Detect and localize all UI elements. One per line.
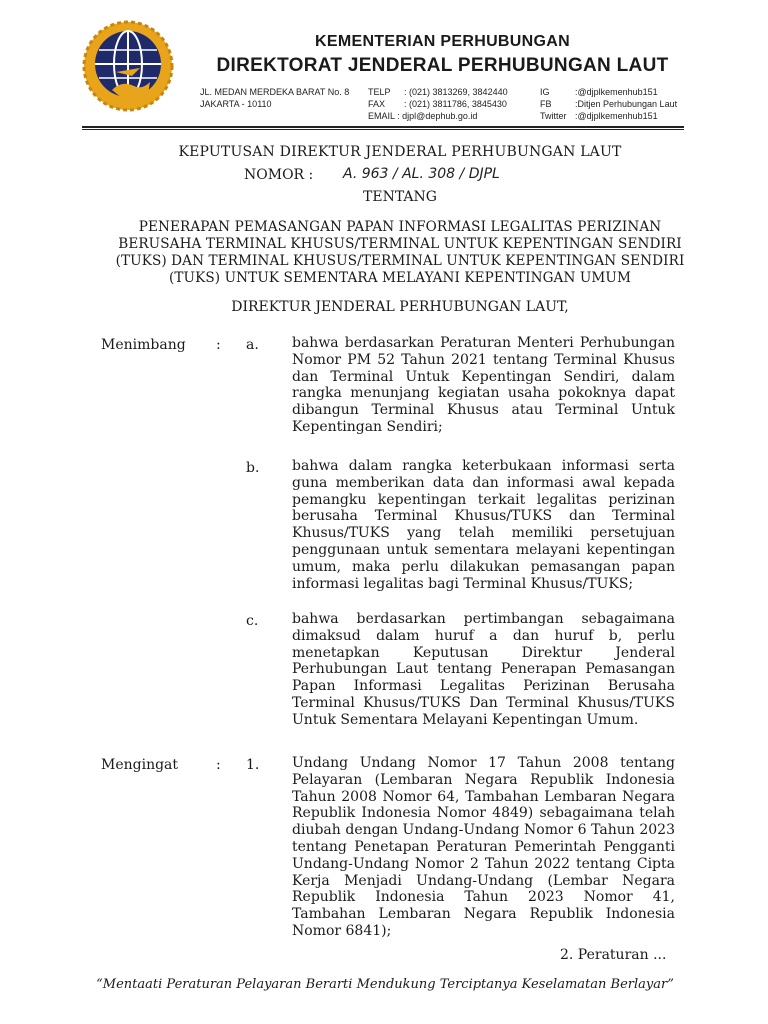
ministry-emblem-icon [82,20,174,112]
twitter-value: :@djplkemenhub151 [575,111,658,121]
social-block [540,86,677,122]
item-marker: c. [246,613,259,629]
mengingat-item-1: Undang Undang Nomor 17 Tahun 2008 tentang Pelayaran (Lembaran Negara Republik Indonesia Tahun 2008 Nomor 64, Tambahan Lembaran Negara Republik Indonesia Nomor 4849) sebagaimana telah diubah dengan Undang-Undang Nomor 6 Tahun 2023 tentang Penetapan Peraturan Pemerintah Pengganti Undang-Undang Nomor 2 Tahun 2022 tentang Cipta Kerja Menjadi Undang-Undang (Lembar Negara Republik Indonesia Tahun 2023 Nomor 41, Tambahan Lembaran Negara Republik Indonesia Nomor 6841); [292,755,675,939]
fax-value: : (021) 3811786, 3845430 [404,99,507,109]
email-text: EMAIL : djpl@dephub.go.id [368,111,478,121]
footer-motto: “Mentaati Peraturan Pelayaran Berarti Mendukung Terciptanya Keselamatan Berlayar” [96,977,674,992]
telp-value: : (021) 3813269, 3842440 [404,87,508,97]
menimbang-colon: : [216,337,221,353]
decree-subject: PENERAPAN PEMASANGAN PAPAN INFORMASI LEGALITAS PERIZINAN BERUSAHA TERMINAL KHUSUS/TERMINAL UNTUK KEPENTINGAN SENDIRI (TUKS) DAN TERMINAL KHUSUS/TERMINAL UNTUK KEPENTINGAN SENDIRI (TUKS) UNTUK SEMENTARA MELAYANI KEPENTINGAN UMUM [115,219,685,286]
phone-block [368,86,508,122]
address-city: JAKARTA - 10110 [200,99,272,109]
letterhead-divider-thin [82,129,684,130]
ig-label: IG [540,87,550,97]
decree-issuer: DIREKTUR JENDERAL PERHUBUNGAN LAUT, [231,299,569,315]
decree-title: KEPUTUSAN DIREKTUR JENDERAL PERHUBUNGAN LAUT [178,144,622,160]
address-line: JL. MEDAN MERDEKA BARAT No. 8 [200,87,350,97]
tentang-heading: TENTANG [363,189,437,205]
directorate-name: DIREKTORAT JENDERAL PERHUBUNGAN LAUT [216,55,669,76]
menimbang-item-b: bahwa dalam rangka keterbukaan informasi serta guna memberikan data dan informasi awal kepada pemangku kepentingan terkait legalitas perizinan berusaha Terminal Khusus/TUKS dan Terminal Khusus/TUKS yang telah memiliki persetujuan penggunaan untuk sementara melayani kepentingan umum, maka perlu dilakukan pemasangan papan informasi legalitas bagi Terminal Khusus/TUKS; [292,458,675,592]
fb-value: :Ditjen Perhubungan Laut [575,99,678,109]
twitter-label: Twitter [540,111,567,121]
ministry-name: KEMENTERIAN PERHUBUNGAN [315,33,570,50]
address-block [200,86,349,110]
continuation-note: 2. Peraturan ... [560,947,667,963]
decree-number-handwritten: A. 963 / AL. 308 / DJPL [343,166,500,182]
item-marker: a. [246,337,259,353]
decree-number-label: NOMOR : [244,167,314,183]
letterhead-divider [82,126,684,128]
item-marker: 1. [246,757,260,773]
fax-label: FAX [368,99,386,109]
ig-value: :@djplkemenhub151 [575,87,658,97]
telp-label: TELP [368,87,391,97]
menimbang-item-a: bahwa berdasarkan Peraturan Menteri Perhubungan Nomor PM 52 Tahun 2021 tentang Terminal Khusus dan Terminal Untuk Kepentingan Sendiri, dalam rangka menunjang kegiatan usaha pokoknya dapat dibangun Terminal Khusus atau Terminal Untuk Kepentingan Sendiri; [292,335,675,435]
menimbang-label: Menimbang [101,337,186,353]
menimbang-item-c: bahwa berdasarkan pertimbangan sebagaimana dimaksud dalam huruf a dan huruf b, perlu menetapkan Keputusan Direktur Jenderal Perhubungan Laut tentang Penerapan Pemasangan Papan Informasi Legalitas Perizinan Berusaha Terminal Khusus/TUKS Dan Terminal Khusus/TUKS Untuk Sementara Melayani Kepentingan Umum. [292,611,675,728]
fb-label: FB [540,99,552,109]
mengingat-colon: : [216,757,221,773]
mengingat-label: Mengingat [101,757,179,773]
item-marker: b. [246,460,260,476]
